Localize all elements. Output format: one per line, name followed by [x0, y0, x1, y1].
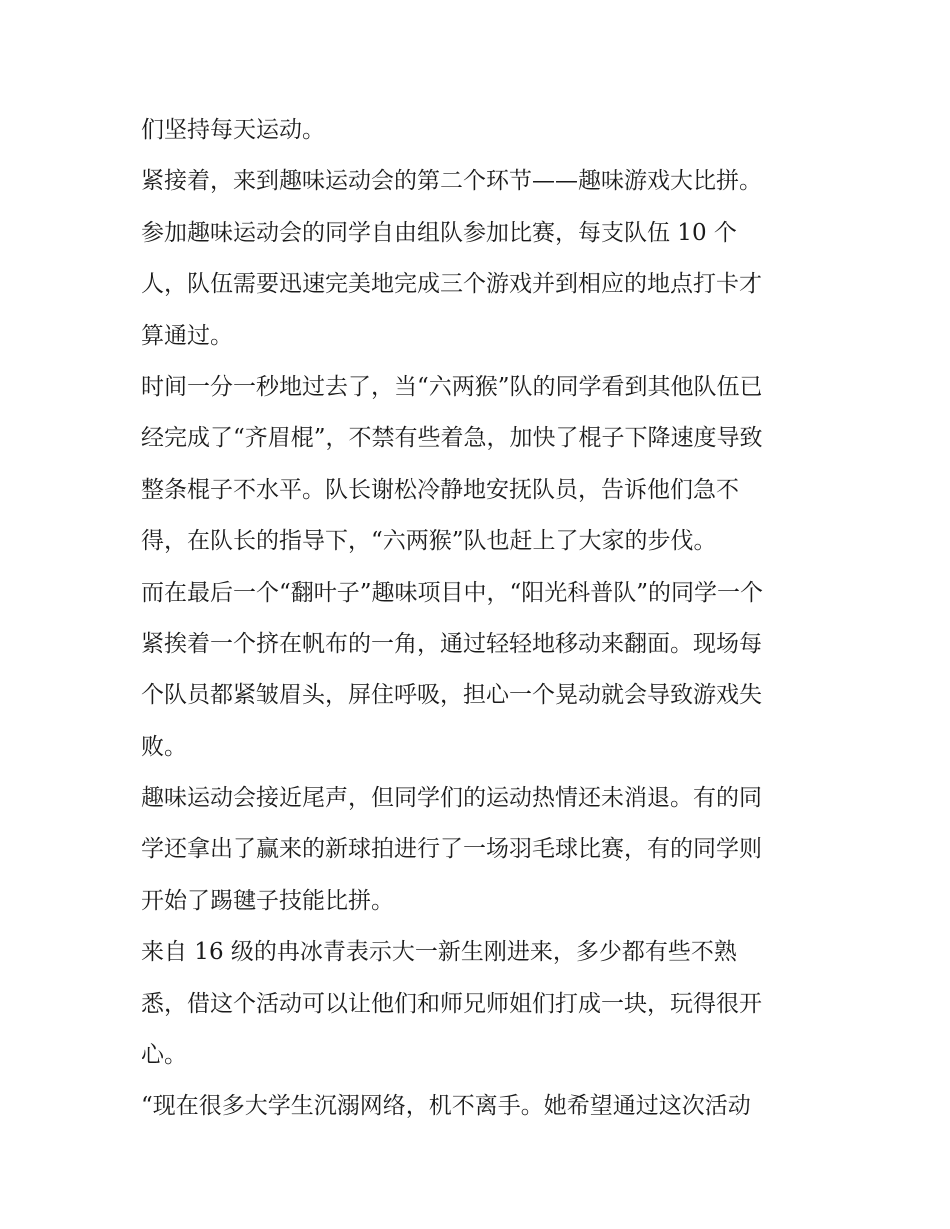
text-line: 来自 16 级的冉冰青表示大一新生刚进来，多少都有些不熟 [141, 939, 737, 966]
text-line: 得，在队长的指导下，“六两猴”队也赶上了大家的步伐。 [141, 528, 717, 555]
text-line: 开始了踢毽子技能比拼。 [141, 887, 394, 914]
text-line: 悉，借这个活动可以让他们和师兄师姐们打成一块，玩得很开 [141, 990, 762, 1017]
text-line: 们坚持每天运动。 [141, 117, 325, 143]
text-line: 经完成了“齐眉棍”，不禁有些着急，加快了棍子下降速度导致 [141, 425, 763, 452]
text-line: 紧挨着一个挤在帆布的一角，通过轻轻地移动来翻面。现场每 [141, 630, 762, 657]
text-line: 个队员都紧皱眉头，屏住呼吸，担心一个晃动就会导致游戏失 [141, 682, 762, 709]
text-line: 整条棍子不水平。队长谢松冷静地安抚队员，告诉他们急不 [141, 476, 739, 503]
text-line: 算通过。 [141, 322, 233, 349]
text-line: 心。 [141, 1042, 187, 1069]
text-line: 趣味运动会接近尾声，但同学们的运动热情还未消退。有的同 [141, 785, 762, 812]
text-line: 紧接着，来到趣味运动会的第二个环节——趣味游戏大比拼。 [141, 168, 762, 195]
text-line: 人，队伍需要迅速完美地完成三个游戏并到相应的地点打卡才 [141, 271, 762, 298]
text-line: 时间一分一秒地过去了，当“六两猴”队的同学看到其他队伍已 [141, 373, 763, 400]
text-line: 学还拿出了赢来的新球拍进行了一场羽毛球比赛，有的同学则 [141, 836, 762, 863]
article-body [141, 105, 821, 1133]
text-line: 败。 [141, 733, 187, 760]
text-line: 参加趣味运动会的同学自由组队参加比赛，每支队伍 10 个 [141, 219, 737, 246]
text-line: “现在很多大学生沉溺网络，机不离手。她希望通过这次活动 [141, 1093, 751, 1120]
text-line: 而在最后一个“翻叶子”趣味项目中，“阳光科普队”的同学一个 [141, 579, 764, 606]
